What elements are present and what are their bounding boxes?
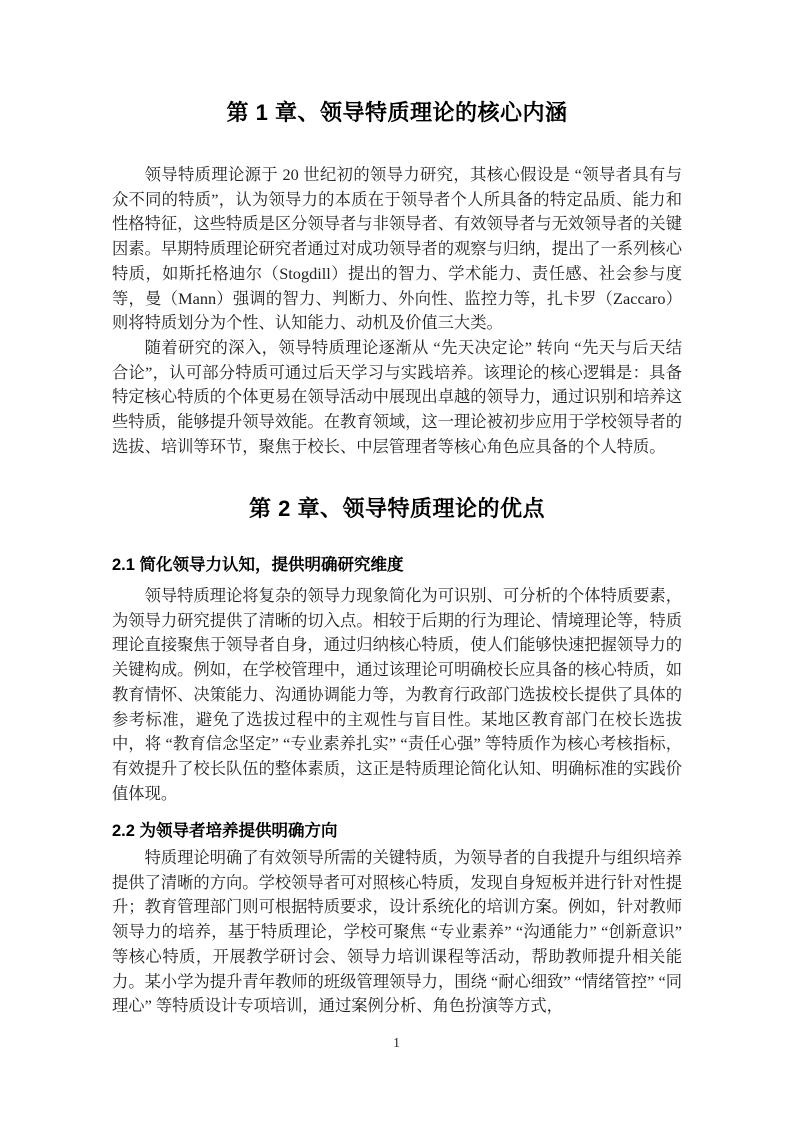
chapter-2-title: 第 2 章、领导特质理论的优点 [249,496,545,521]
page-number: 1 [393,1036,400,1051]
section-2-2-heading: 2.2 为领导者培养提供明确方向 [112,822,338,840]
chapter-1-title: 第 1 章、领导特质理论的核心内涵 [226,100,568,125]
chapter-1-paragraph-1: 领导特质理论源于 20 世纪初的领导力研究，其核心假设是 “领导者具有与众不同的特质”，认为领导力的本质在于领导者个人所具备的特定品质、能力和性格特征，这些特质是区分领导者与非领导者、有效领导者与无效领导者的关键因素。早期特质理论研究者通过对成功领导者的观察与归纳，提出了一系列核心特质，如斯托格迪尔（Stogdill）提出的智力、学术能力、责任感、社会参与度等，曼（Mann）强调的智力、判断力、外向性、监控力等，扎卡罗（Zaccaro）则将特质划分为个性、认知能力、动机及价值三大类。 [112,165,682,333]
section-2-1-paragraph: 领导特质理论将复杂的领导力现象简化为可识别、可分析的个体特质要素，为领导力研究提供了清晰的切入点。相较于后期的行为理论、情境理论等，特质理论直接聚焦于领导者自身，通过归纳核心特质，使人们能够快速把握领导力的关键构成。例如，在学校管理中，通过该理论可明确校长应具备的核心特质，如教育情怀、决策能力、沟通协调能力等，为教育行政部门选拔校长提供了具体的参考标准，避免了选拔过程中的主观性与盲目性。某地区教育部门在校长选拔中，将 “教育信念坚定” “专业素养扎实” “责任心强” 等特质作为核心考核指标，有效提升了校长队伍的整体素质，这正是特质理论简化认知、明确标准的实践价值体现。 [112,586,682,803]
chapter-1-paragraph-2: 随着研究的深入，领导特质理论逐渐从 “先天决定论” 转向 “先天与后天结合论”，认可部分特质可通过后天学习与实践培养。该理论的核心逻辑是：具备特定核心特质的个体更易在领导活动中展现出卓越的领导力，通过识别和培养这些特质，能够提升领导效能。在教育领域，这一理论被初步应用于学校领导者的选拔、培训等环节，聚焦于校长、中层管理者等核心角色应具备的个人特质。 [112,338,682,456]
section-2-2-paragraph: 特质理论明确了有效领导所需的关键特质，为领导者的自我提升与组织培养提供了清晰的方向。学校领导者可对照核心特质，发现自身短板并进行针对性提升；教育管理部门则可根据特质要求，设计系统化的培训方案。例如，针对教师领导力的培养，基于特质理论，学校可聚焦 “专业素养” “沟通能力” “创新意识” 等核心特质，开展教学研讨会、领导力培训课程等活动，帮助教师提升相关能力。某小学为提升青年教师的班级管理领导力，围绕 “耐心细致” “情绪管控” “同理心” 等特质设计专项培训，通过案例分析、角色扮演等方式， [112,848,682,1016]
section-2-1-heading: 2.1 简化领导力认知，提供明确研究维度 [112,556,404,574]
